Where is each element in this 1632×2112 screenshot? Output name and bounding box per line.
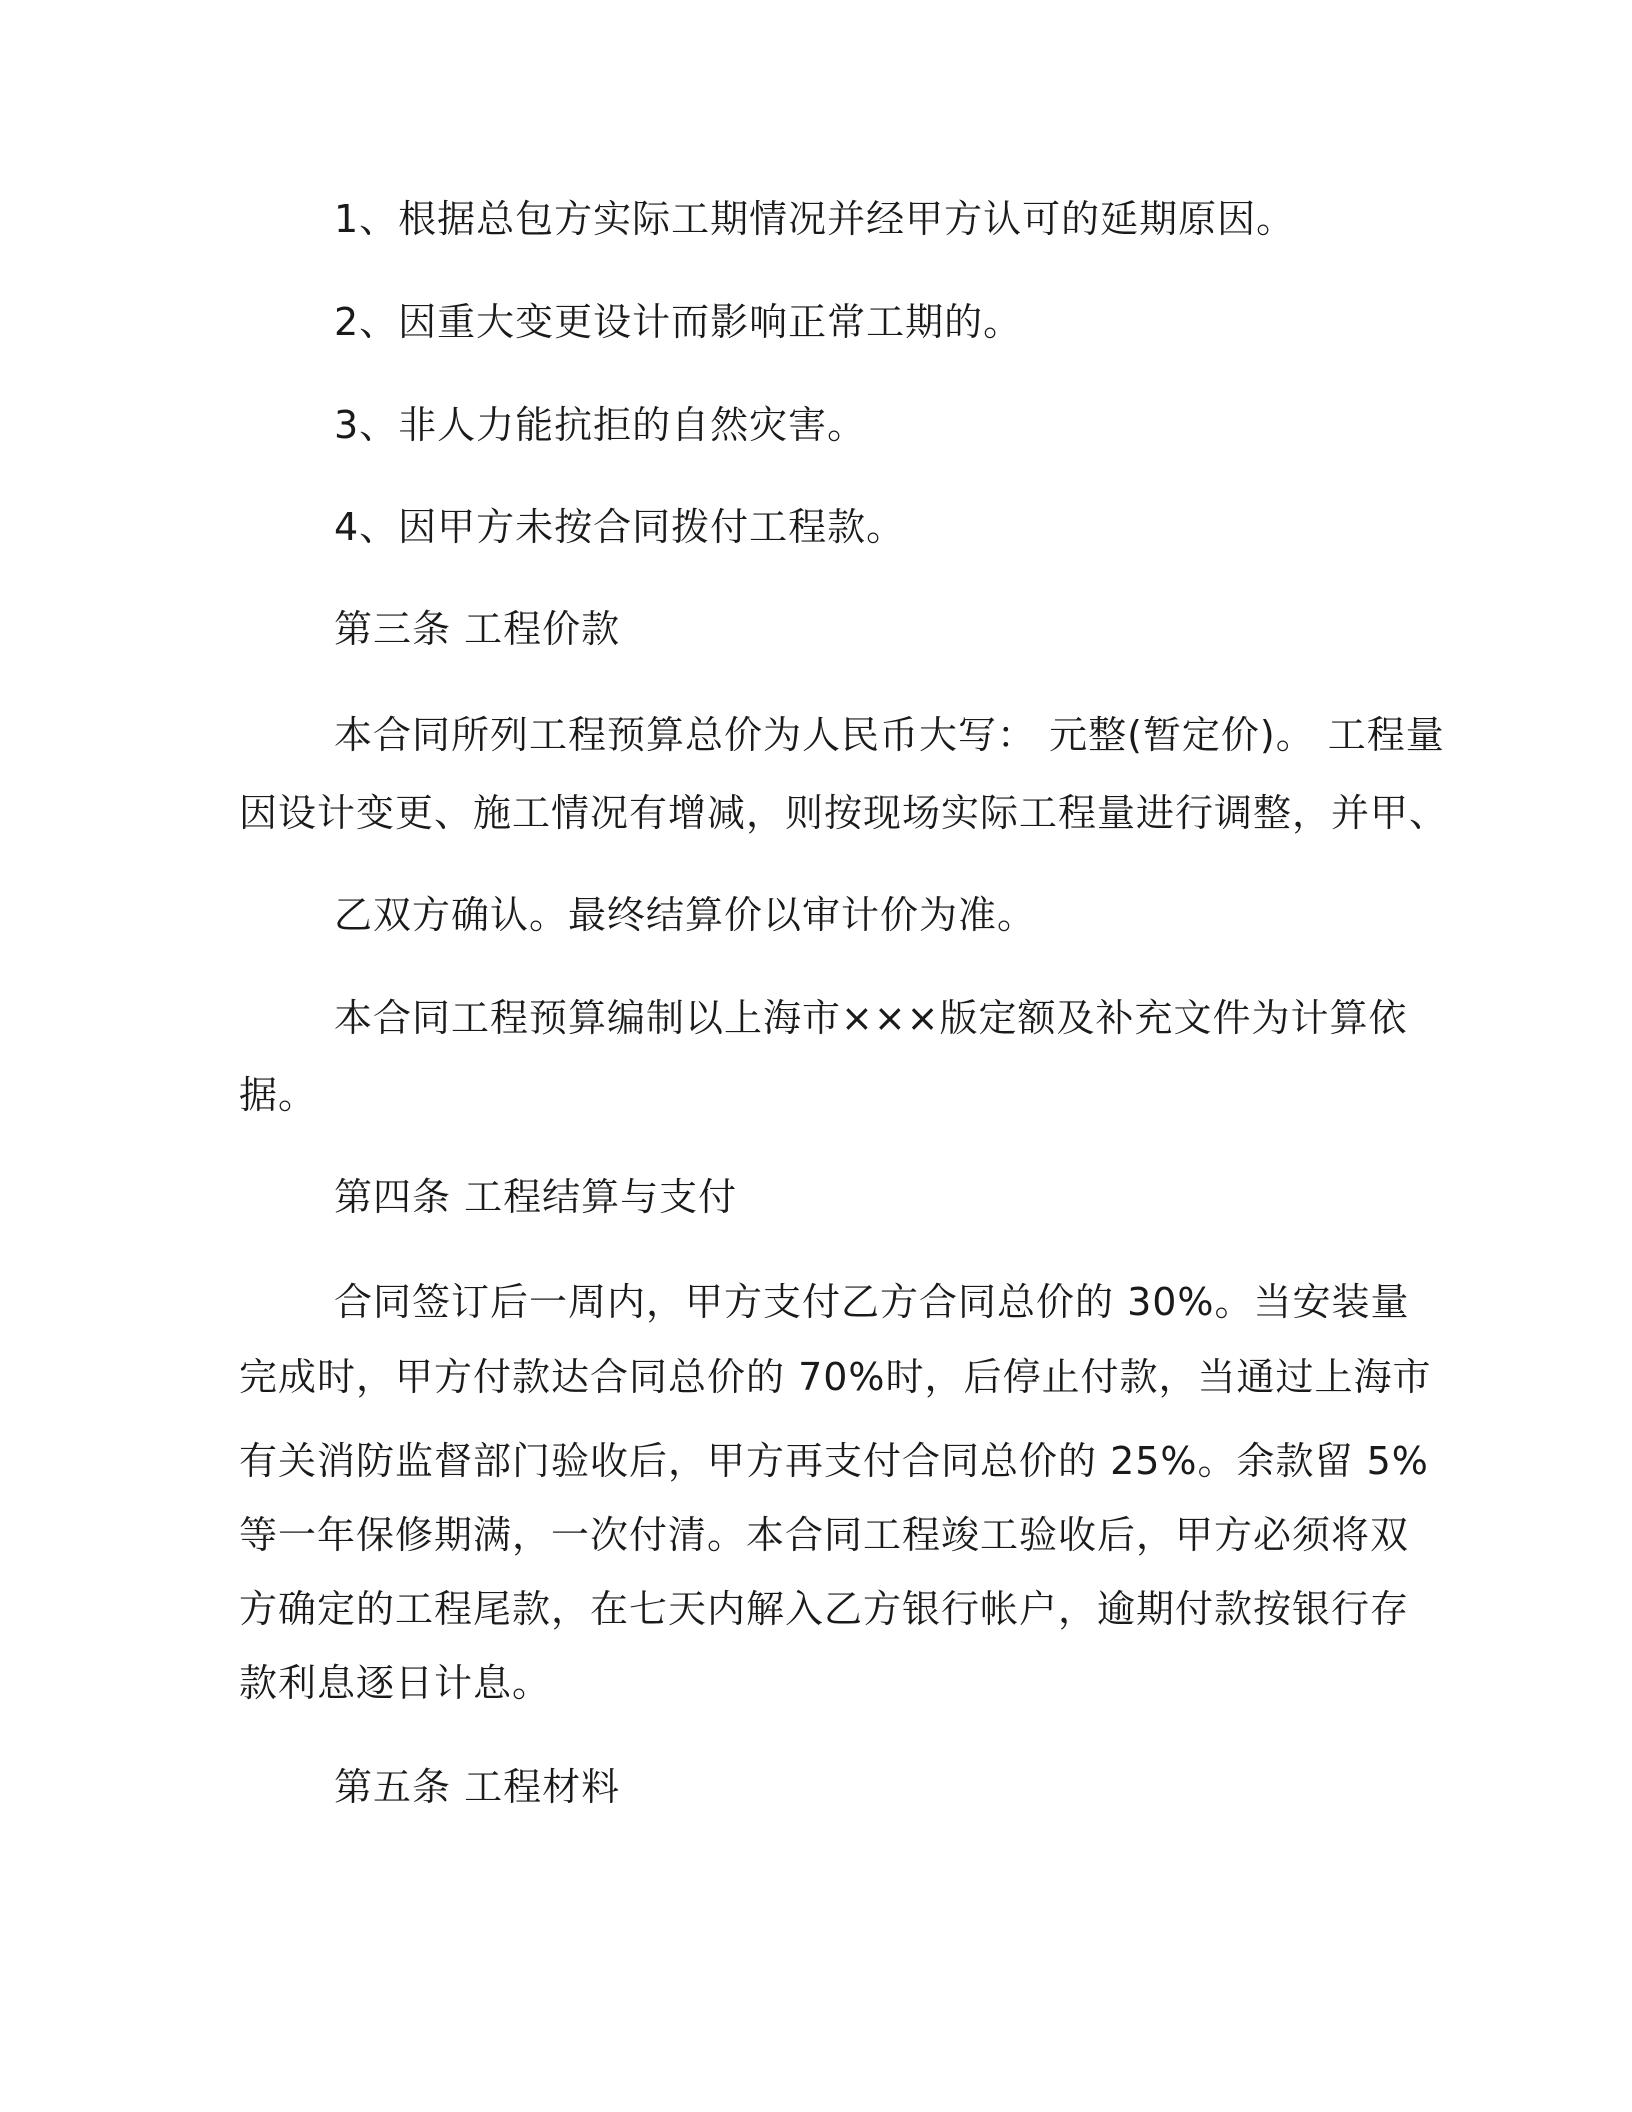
paragraph-line: 据。 <box>239 1073 318 1117</box>
list-item: 4、因甲方未按合同拨付工程款。 <box>334 505 906 549</box>
paragraph-line: 完成时，甲方付款达合同总价的 70%时，后停止付款，当通过上海市 <box>239 1355 1432 1399</box>
paragraph-line: 方确定的工程尾款，在七天内解入乙方银行帐户，逾期付款按银行存 <box>239 1587 1410 1631</box>
paragraph-line: 款利息逐日计息。 <box>239 1661 552 1705</box>
paragraph-line: 本合同工程预算编制以上海市×××版定额及补充文件为计算依 <box>334 996 1408 1040</box>
paragraph-line: 因设计变更、施工情况有增减，则按现场实际工程量进行调整，并甲、 <box>239 791 1449 835</box>
section-heading: 第四条 工程结算与支付 <box>334 1175 738 1219</box>
section-heading: 第五条 工程材料 <box>334 1765 621 1809</box>
paragraph-line: 本合同所列工程预算总价为人民币大写： 元整(暂定价)。 工程量 <box>334 713 1445 757</box>
section-heading: 第三条 工程价款 <box>334 607 621 651</box>
list-item: 2、因重大变更设计而影响正常工期的。 <box>334 300 1023 344</box>
list-item: 1、根据总包方实际工期情况并经甲方认可的延期原因。 <box>334 197 1296 241</box>
paragraph-line: 等一年保修期满，一次付清。本合同工程竣工验收后，甲方必须将双 <box>239 1513 1410 1557</box>
paragraph-line: 有关消防监督部门验收后，甲方再支付合同总价的 25%。余款留 5% <box>239 1439 1429 1483</box>
paragraph-line: 合同签订后一周内，甲方支付乙方合同总价的 30%。当安装量 <box>334 1280 1410 1324</box>
list-item: 3、非人力能抗拒的自然灾害。 <box>334 403 867 447</box>
paragraph-line: 乙双方确认。最终结算价以审计价为准。 <box>334 893 1037 937</box>
